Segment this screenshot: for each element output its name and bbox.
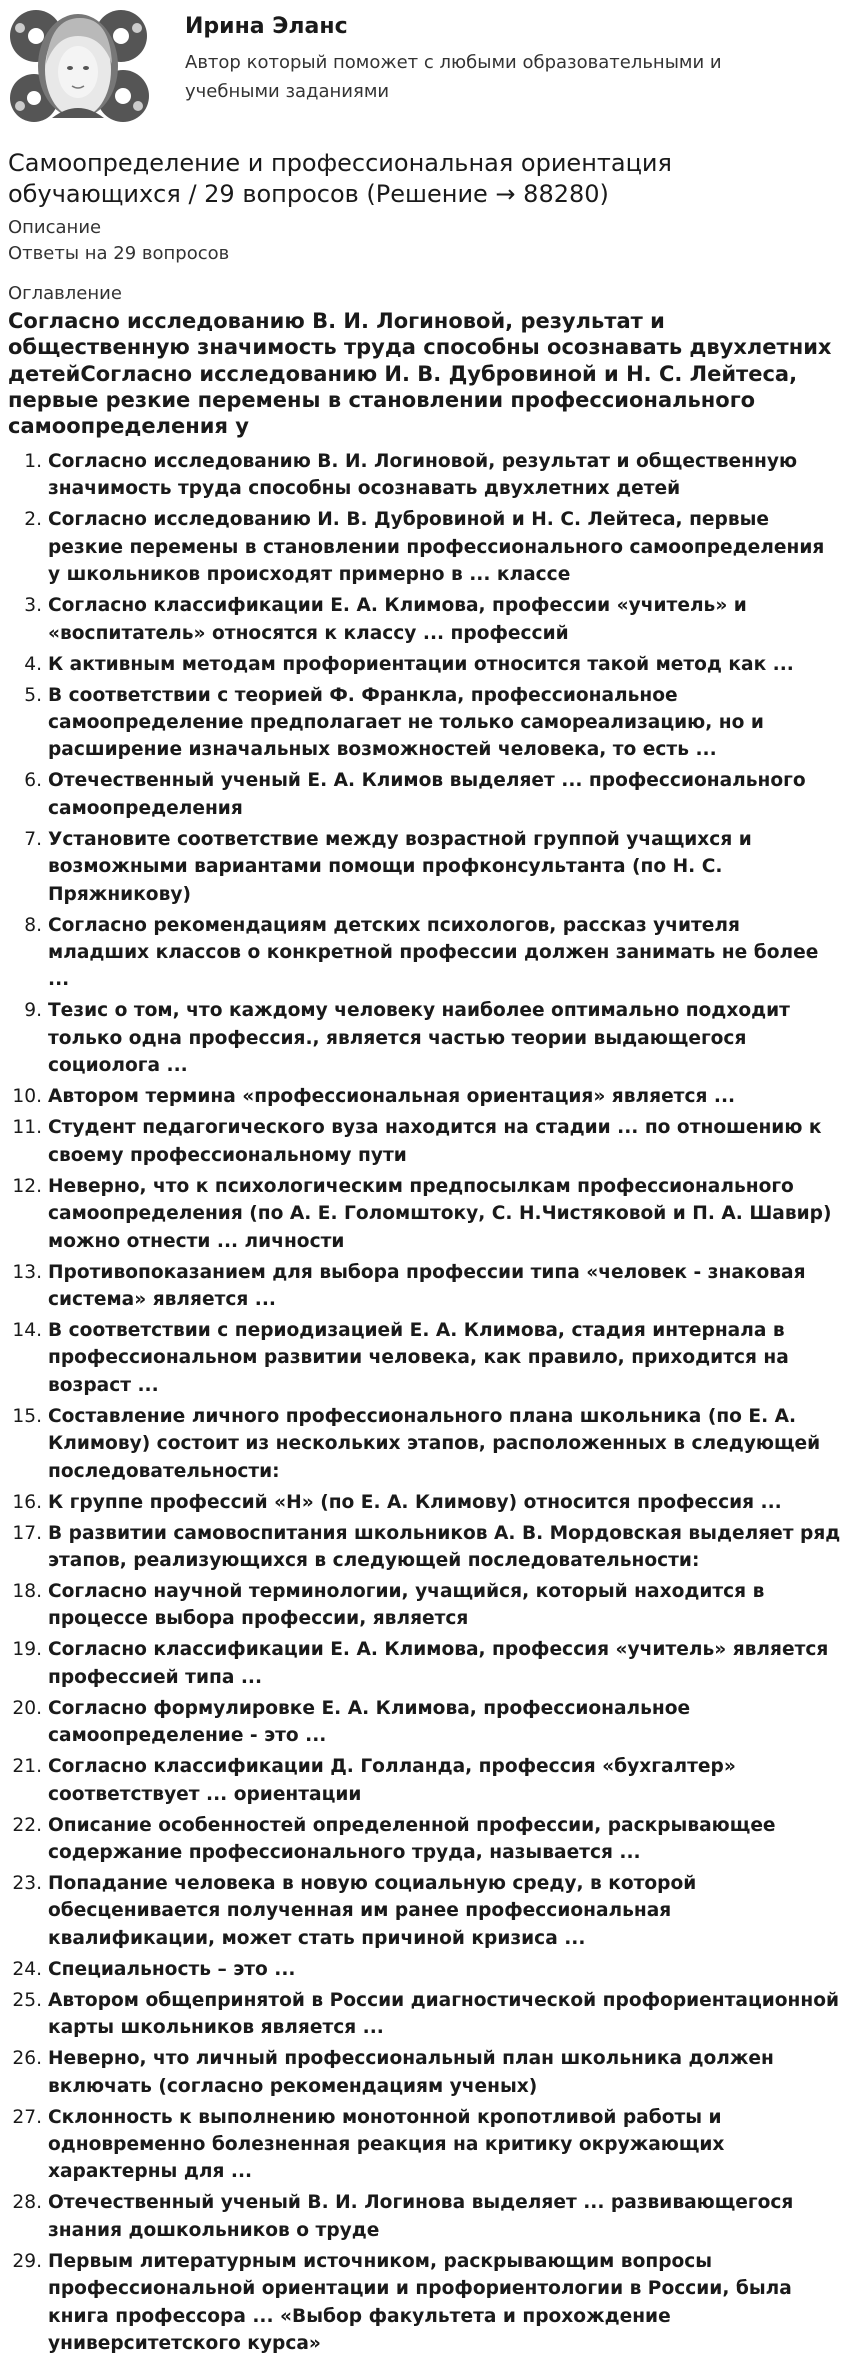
toc-item-23[interactable] (0, 1870, 847, 1952)
toc-item-21[interactable] (0, 1753, 847, 1808)
toc-item-9[interactable] (0, 997, 847, 1079)
toc-item-number: 16. (12, 1491, 42, 1513)
toc-item-6[interactable] (0, 767, 847, 822)
toc-item-link[interactable]: Согласно исследованию И. В. Дубровиной и Н. С. Лейтеса, первые резкие перемены в становлении профессионального самоопределения у школьников происходят примерно в ... классе (48, 509, 825, 586)
toc-item-number: 21. (12, 1756, 42, 1778)
toc-item-link[interactable]: В развитии самовоспитания школьников А. В. Мордовская выделяет ряд этапов, реализующихся в следующей последовательности: (48, 1522, 841, 1571)
toc-item-link[interactable]: Согласно классификации Д. Голланда, профессия «бухгалтер» соответствует ... ориентации (48, 1756, 736, 1805)
toc-item-number: 25. (12, 1989, 42, 2011)
page-title: Самоопределение и профессиональная ориентация обучающихся / 29 вопросов (Решение → 88280) (8, 149, 672, 208)
toc-item-number: 29. (12, 2250, 42, 2272)
toc-item-16[interactable] (0, 1489, 847, 1516)
toc-item-2[interactable] (0, 506, 847, 588)
toc-item-link[interactable]: Автором термина «профессиональная ориентация» является ... (48, 1086, 736, 1108)
author-card (0, 0, 847, 140)
toc-item-number: 23. (12, 1872, 42, 1894)
table-of-contents (0, 448, 847, 2361)
toc-item-number: 9. (24, 1000, 42, 1022)
toc-item-3[interactable] (0, 592, 847, 647)
toc-item-link[interactable]: Первым литературным источником, раскрывающим вопросы профессиональной ориентации и профориентологии в России, была книга профессора ... «Выбор факультета и прохождение университетского курса» (48, 2250, 792, 2355)
toc-item-24[interactable] (0, 1956, 847, 1983)
toc-item-number: 11. (12, 1117, 42, 1139)
toc-item-number: 7. (24, 828, 42, 850)
toc-item-link[interactable]: Установите соответствие между возрастной группой учащихся и возможными вариантами помощи профконсультанта (по Н. С. Пряжникову) (48, 828, 752, 905)
toc-item-link[interactable]: Согласно научной терминологии, учащийся, который находится в процессе выбора профессии, является (48, 1580, 765, 1630)
toc-item-link[interactable]: Неверно, что к психологическим предпосылкам профессионального самоопределения (по А. Е. Голомштоку, С. Н.Чистяковой и П. А. Шавир) можно отнести ... личности (48, 1175, 832, 1252)
toc-item-number: 3. (24, 595, 42, 617)
toc-item-13[interactable] (0, 1259, 847, 1314)
toc-item-20[interactable] (0, 1695, 847, 1750)
toc-item-number: 18. (12, 1580, 42, 1602)
toc-item-number: 1. (24, 451, 42, 472)
author-name[interactable]: Ирина Эланс (185, 14, 348, 39)
toc-item-25[interactable] (0, 1987, 847, 2042)
toc-item-4[interactable] (0, 651, 847, 678)
toc-item-link[interactable]: Попадание человека в новую социальную среду, в которой обесценивается полученная им ранее профессиональная квалификации, может стать причиной кризиса ... (48, 1872, 697, 1949)
toc-label: Оглавление (8, 283, 122, 304)
toc-item-12[interactable] (0, 1173, 847, 1255)
toc-item-7[interactable] (0, 826, 847, 908)
toc-item-number: 26. (12, 2048, 42, 2070)
toc-item-link[interactable]: Автором общепринятой в России диагностической профориентационной карты школьников является ... (48, 1989, 840, 2039)
toc-item-number: 17. (12, 1522, 42, 1544)
toc-item-link[interactable]: В соответствии с периодизацией Е. А. Климова, стадия интернала в профессиональном развитии человека, как правило, приходится на возраст ... (48, 1319, 789, 1396)
toc-item-number: 13. (12, 1261, 42, 1283)
description-label: Описание (8, 217, 102, 238)
toc-item-5[interactable] (0, 682, 847, 764)
toc-item-22[interactable] (0, 1812, 847, 1867)
toc-item-link[interactable]: Описание особенностей определенной профессии, раскрывающее содержание профессионального труда, называется ... (48, 1814, 776, 1863)
toc-item-number: 20. (12, 1697, 42, 1719)
toc-item-number: 15. (12, 1405, 42, 1427)
toc-item-number: 6. (24, 770, 42, 792)
toc-item-link[interactable]: Составление личного профессионального плана школьника (по Е. А. Климову) состоит из нескольких этапов, расположенных в следующей последовательности: (48, 1405, 821, 1482)
toc-item-number: 8. (24, 914, 42, 936)
toc-item-17[interactable] (0, 1520, 847, 1575)
toc-item-29[interactable] (0, 2248, 847, 2358)
toc-item-link[interactable]: Отечественный ученый В. И. Логинова выделяет ... развивающегося знания дошкольников о труде (48, 2192, 794, 2241)
toc-item-11[interactable] (0, 1114, 847, 1169)
toc-item-link[interactable]: Склонность к выполнению монотонной кропотливой работы и одновременно болезненная реакция на критику окружающих характерны для ... (48, 2106, 725, 2183)
toc-item-number: 19. (12, 1639, 42, 1661)
toc-item-number: 28. (12, 2192, 42, 2214)
author-description: Автор который поможет с любыми образовательными и учебными заданиями (185, 52, 722, 102)
toc-item-27[interactable] (0, 2104, 847, 2186)
toc-item-18[interactable] (0, 1578, 847, 1633)
toc-item-number: 5. (24, 684, 42, 706)
toc-item-number: 2. (24, 509, 42, 531)
toc-item-link[interactable]: К активным методам профориентации относится такой метод как ... (48, 653, 794, 675)
toc-item-link[interactable]: Специальность – это ... (48, 1958, 296, 1980)
toc-item-link[interactable]: Неверно, что личный профессиональный план школьника должен включать (согласно рекомендациям ученых) (48, 2048, 774, 2097)
toc-item-link[interactable]: Согласно исследованию В. И. Логиновой, результат и общественную значимость труда способны осознавать двухлетних детей (48, 451, 798, 500)
toc-item-15[interactable] (0, 1403, 847, 1485)
toc-item-number: 22. (12, 1814, 42, 1836)
toc-item-26[interactable] (0, 2045, 847, 2100)
toc-item-number: 14. (12, 1319, 42, 1341)
answers-count-text: Ответы на 29 вопросов (8, 243, 230, 264)
toc-item-link[interactable]: Студент педагогического вуза находится на стадии ... по отношению к своему профессиональному пути (48, 1117, 822, 1166)
toc-item-link[interactable]: Согласно классификации Е. А. Климова, профессии «учитель» и «воспитатель» относятся к классу ... профессий (48, 595, 747, 644)
toc-item-28[interactable] (0, 2189, 847, 2244)
toc-item-number: 12. (12, 1175, 42, 1197)
toc-item-number: 24. (12, 1958, 42, 1980)
toc-item-link[interactable]: К группе профессий «Н» (по Е. А. Климову) относится профессия ... (48, 1491, 782, 1513)
toc-item-number: 4. (24, 653, 42, 675)
toc-item-number: 10. (12, 1086, 42, 1108)
toc-item-link[interactable]: Отечественный ученый Е. А. Климов выделяет ... профессионального самоопределения (48, 770, 806, 819)
toc-item-link[interactable]: Согласно классификации Е. А. Климова, профессия «учитель» является профессией типа ... (48, 1639, 829, 1688)
toc-item-8[interactable] (0, 912, 847, 994)
toc-item-number: 27. (12, 2106, 42, 2128)
toc-item-link[interactable]: Противопоказанием для выбора профессии типа «человек - знаковая система» является ... (48, 1261, 806, 1310)
author-avatar[interactable] (6, 6, 151, 124)
toc-item-link[interactable]: Тезис о том, что каждому человеку наиболее оптимально подходит только одна профессия., является частью теории выдающегося социолога ... (48, 1000, 790, 1077)
toc-heading: Согласно исследованию В. И. Логиновой, результат и общественную значимость труда способны осознавать двухлетних детейСогласно исследованию И. В. Дубровиной и Н. С. Лейтеса, первые резкие перемены в становлении профессионального самоопределения у (8, 309, 832, 439)
toc-item-1[interactable] (0, 448, 847, 503)
toc-item-link[interactable]: Согласно формулировке Е. А. Климова, профессиональное самоопределение - это ... (48, 1697, 691, 1747)
toc-item-link[interactable]: В соответствии с теорией Ф. Франкла, профессиональное самоопределение предполагает не только самореализацию, но и расширение изначальных возможностей человека, то есть ... (48, 684, 764, 761)
toc-item-14[interactable] (0, 1317, 847, 1399)
toc-item-link[interactable]: Согласно рекомендациям детских психологов, рассказ учителя младших классов о конкретной профессии должен занимать не более ... (48, 914, 819, 991)
toc-item-19[interactable] (0, 1636, 847, 1691)
toc-item-10[interactable] (0, 1083, 847, 1110)
